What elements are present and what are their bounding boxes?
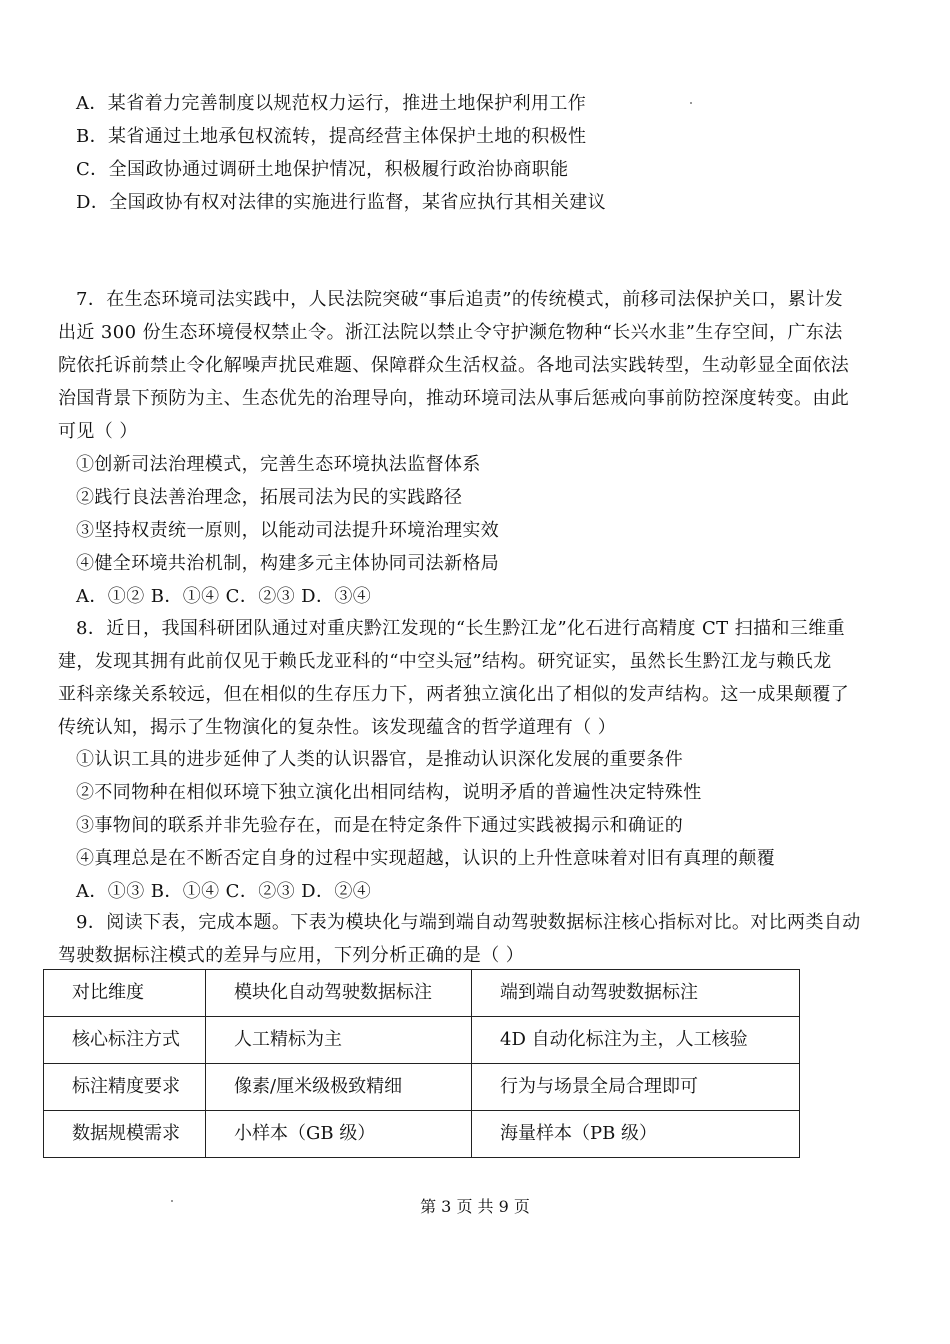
table-header-row — [44, 970, 800, 1017]
q7-item-4: ④健全环境共治机制，构建多元主体协同司法新格局 — [76, 553, 500, 574]
q8-item-4: ④真理总是在不断否定自身的过程中实现超越，认识的上升性意味着对旧有真理的颠覆 — [76, 848, 776, 869]
q7-answer-choices: A．①② B．①④ C．②③ D．③④ — [76, 586, 372, 607]
q7-stem-line-4: 治国背景下预防为主、生态优先的治理导向，推动环境司法从事后惩戒向事前防控深度转变。由此 — [58, 388, 850, 409]
q7-stem-line-5: 可见（ ） — [58, 421, 138, 442]
table-row — [44, 1064, 800, 1111]
table-cell: 4D 自动化标注为主，人工核验 — [472, 1017, 800, 1064]
q6-option-c: C．全国政协通过调研土地保护情况，积极履行政治协商职能 — [76, 159, 569, 180]
comparison-table — [43, 969, 800, 1158]
q7-stem-line-3: 院依托诉前禁止令化解噪声扰民难题、保障群众生活权益。各地司法实践转型，生动彰显全面依法 — [58, 355, 850, 376]
page-number-footer: 第 3 页 共 9 页 — [420, 1197, 530, 1216]
table-cell: 像素/厘米级极致精细 — [206, 1064, 472, 1111]
table-header-cell: 端到端自动驾驶数据标注 — [472, 970, 800, 1017]
table-row — [44, 1017, 800, 1064]
q8-stem-line-1: 8．近日，我国科研团队通过对重庆黔江发现的“长生黔江龙”化石进行高精度 CT 扫描和三维重 — [76, 618, 846, 639]
q6-option-b: B．某省通过土地承包权流转，提高经营主体保护土地的积极性 — [76, 126, 587, 147]
q7-item-2: ②践行良法善治理念，拓展司法为民的实践路径 — [76, 487, 463, 508]
q8-stem-line-2: 建，发现其拥有此前仅见于赖氏龙亚科的“中空头冠”结构。研究证实，虽然长生黔江龙与赖氏龙 — [58, 651, 832, 672]
q8-stem-line-4: 传统认知，揭示了生物演化的复杂性。该发现蕴含的哲学道理有（ ） — [58, 717, 617, 738]
table-cell: 数据规模需求 — [44, 1111, 206, 1158]
q8-stem-line-3: 亚科亲缘关系较远，但在相似的生存压力下，两者独立演化出了相似的发声结构。这一成果颠覆了 — [58, 684, 850, 705]
table-cell: 海量样本（PB 级） — [472, 1111, 800, 1158]
q8-answer-choices: A．①③ B．①④ C．②③ D．②④ — [76, 881, 372, 902]
q7-stem-line-1: 7．在生态环境司法实践中，人民法院突破“事后追责”的传统模式，前移司法保护关口，累计发 — [76, 289, 844, 310]
q7-item-1: ①创新司法治理模式，完善生态环境执法监督体系 — [76, 454, 481, 475]
table-row — [44, 1111, 800, 1158]
q6-option-a: A．某省着力完善制度以规范权力运行，推进土地保护利用工作 — [76, 93, 587, 114]
q9-stem-line-2: 驾驶数据标注模式的差异与应用，下列分析正确的是（ ） — [58, 945, 525, 966]
q7-item-3: ③坚持权责统一原则，以能动司法提升环境治理实效 — [76, 520, 500, 541]
table-cell: 人工精标为主 — [206, 1017, 472, 1064]
q7-stem-line-2: 出近 300 份生态环境侵权禁止令。浙江法院以禁止令守护濒危物种“长兴水韭”生存空间，广东法 — [58, 322, 843, 343]
q8-item-2: ②不同物种在相似环境下独立演化出相同结构，说明矛盾的普遍性决定特殊性 — [76, 782, 702, 803]
table-header-cell: 模块化自动驾驶数据标注 — [206, 970, 472, 1017]
q8-item-1: ①认识工具的进步延伸了人类的认识器官，是推动认识深化发展的重要条件 — [76, 749, 684, 770]
scan-speck — [690, 102, 692, 104]
table-cell: 行为与场景全局合理即可 — [472, 1064, 800, 1111]
table-header-cell: 对比维度 — [44, 970, 206, 1017]
table-cell: 标注精度要求 — [44, 1064, 206, 1111]
q8-item-3: ③事物间的联系并非先验存在，而是在特定条件下通过实践被揭示和确证的 — [76, 815, 684, 836]
table-cell: 小样本（GB 级） — [206, 1111, 472, 1158]
q9-stem-line-1: 9．阅读下表，完成本题。下表为模块化与端到端自动驾驶数据标注核心指标对比。对比两类自动 — [76, 912, 861, 933]
q6-option-d: D．全国政协有权对法律的实施进行监督，某省应执行其相关建议 — [76, 192, 607, 213]
table-cell: 核心标注方式 — [44, 1017, 206, 1064]
